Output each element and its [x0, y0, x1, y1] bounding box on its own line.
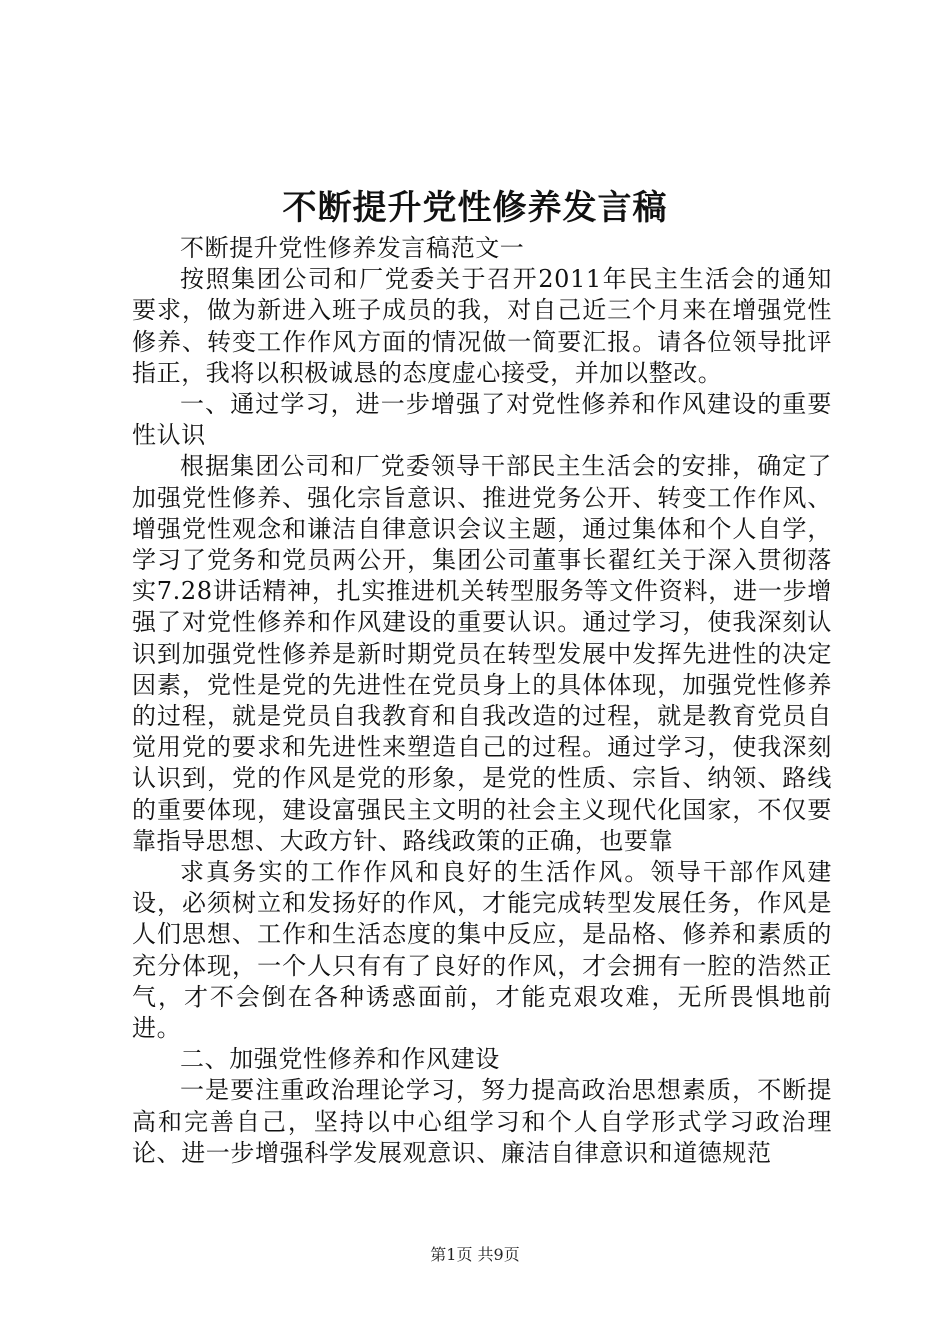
- paragraph-section-1: 根据集团公司和厂党委领导干部民主生活会的安排，确定了加强党性修养、强化宗旨意识、推进党务公开、转变工作作风、增强党性观念和谦洁自律意识会议主题，通过集体和个人自学，学习了党务和党员两公开，集团公司董事长翟红关于深入贯彻落实7.28讲话精神，扎实推进机关转型服务等文件资料，进一步增强了对党性修养和作风建设的重要认识。通过学习，使我深刻认识到加强党性修养是新时期党员在转型发展中发挥先进性的决定因素，党性是党的先进性在党员身上的具体体现，加强党性修养的过程，就是党员自我教育和自我改造的过程，就是教育党员自觉用党的要求和先进性来塑造自己的过程。通过学习，使我深刻认识到，党的作风是党的形象，是党的性质、宗旨、纳领、路线的重要体现，建设富强民主文明的社会主义现代化国家，不仅要靠指导思想、大政方针、路线政策的正确，也要靠: [132, 452, 832, 855]
- document-body: [132, 233, 832, 1169]
- paragraph-section-2: 一是要注重政治理论学习，努力提高政治思想素质，不断提高和完善自己，坚持以中心组学习和个人自学形式学习政治理论、进一步增强科学发展观意识、廉洁自律意识和道德规范: [132, 1076, 832, 1167]
- document-title: 不断提升党性修养发言稿: [282, 188, 668, 228]
- page-footer: 第1页 共9页: [430, 1245, 520, 1264]
- paragraph-intro: 按照集团公司和厂党委关于召开2011年民主生活会的通知要求，做为新进入班子成员的我，对自己近三个月来在增强党性修养、转变工作作风方面的情况做一简要汇报。请各位领导批评指正，我将以积极诚恳的态度虚心接受，并加以整改。: [132, 265, 832, 387]
- section-heading-2: 二、加强党性修养和作风建设: [180, 1045, 500, 1074]
- paragraph-section-1-cont: 求真务实的工作作风和良好的生活作风。领导干部作风建设，必须树立和发扬好的作风，才能完成转型发展任务，作风是人们思想、工作和生活态度的集中反应，是品格、修养和素质的充分体现，一个人只有有了良好的作风，才会拥有一腔的浩然正气，才不会倒在各种诱惑面前，才能克艰攻难，无所畏惧地前进。: [132, 858, 832, 1043]
- section-heading-1: 一、通过学习，进一步增强了对党性修养和作风建设的重要性认识: [132, 390, 832, 450]
- paragraph-subtitle: 不断提升党性修养发言稿范文一: [180, 234, 525, 262]
